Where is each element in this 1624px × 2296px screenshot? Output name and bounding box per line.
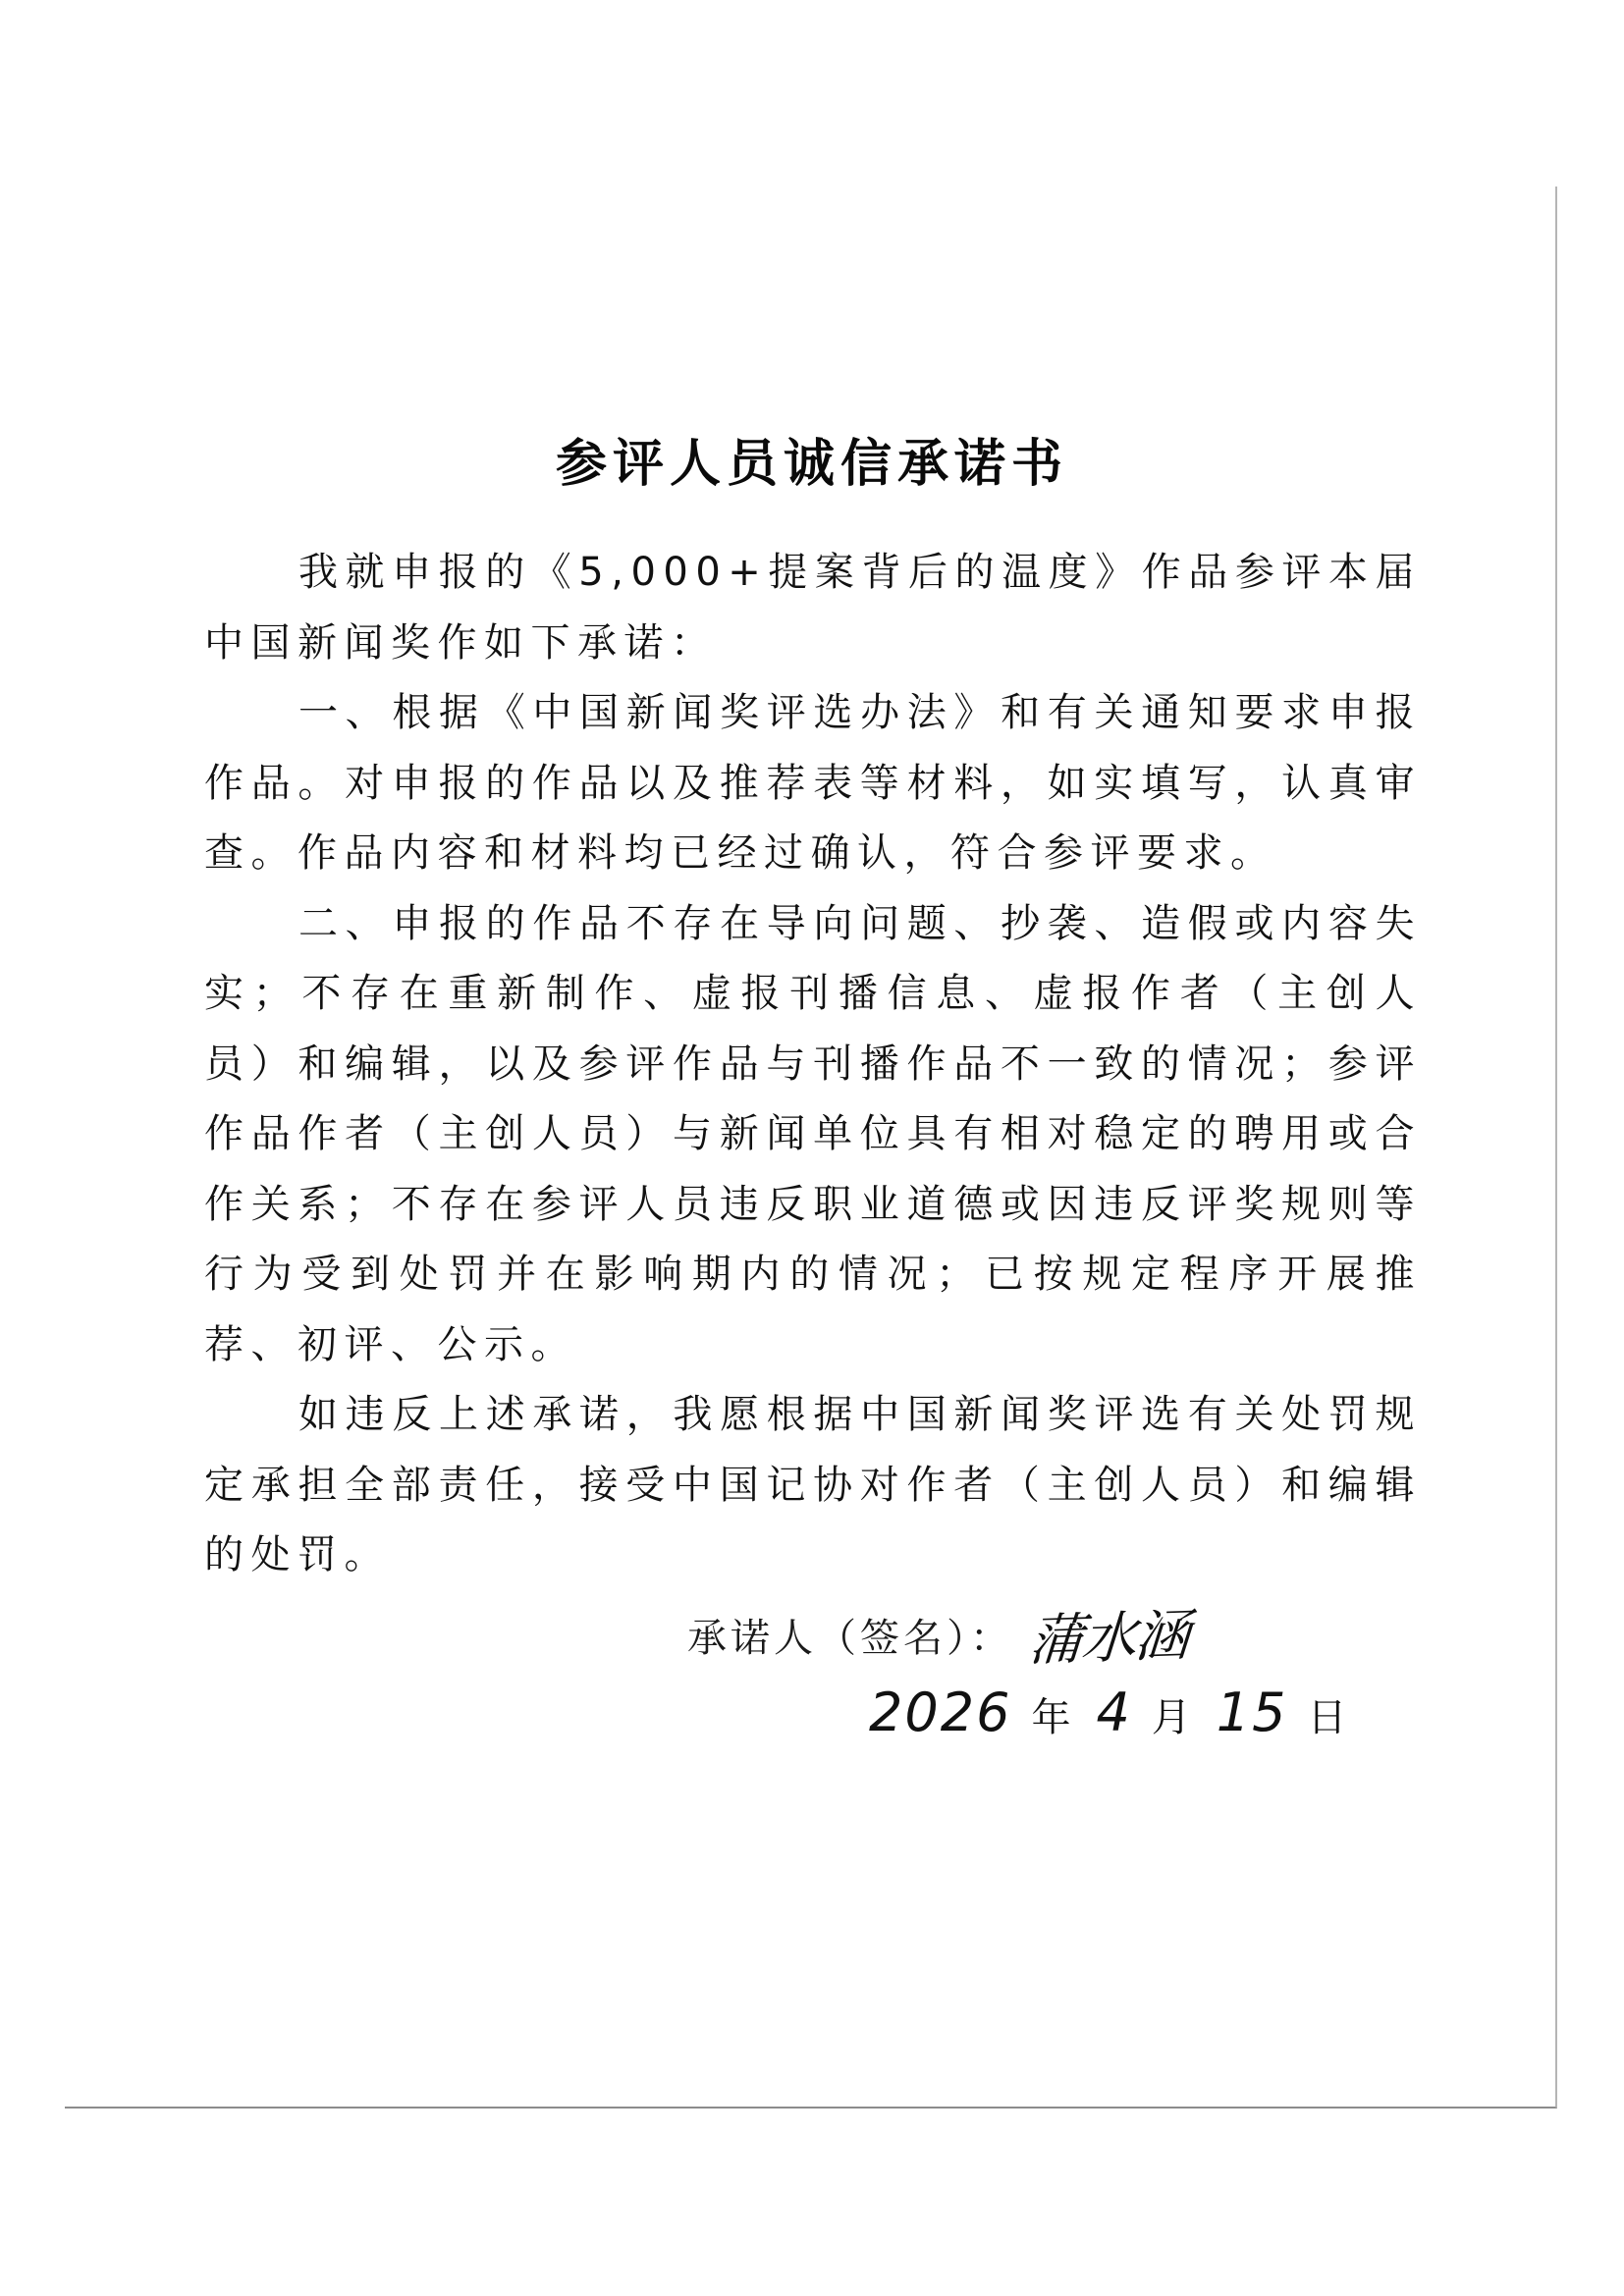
commitment-paragraph-1: 一、根据《中国新闻奖评选办法》和有关通知要求申报作品。对申报的作品以及推荐表等材料，如实填写，认真审查。作品内容和材料均已经过确认，符合参评要求。 bbox=[204, 690, 1422, 876]
signature-row bbox=[687, 1595, 1375, 1674]
document-title: 参评人员诚信承诺书 bbox=[555, 434, 1068, 494]
date-day-unit: 日 bbox=[1307, 1695, 1347, 1740]
date-month: 4 bbox=[1096, 1682, 1132, 1743]
date-year-unit: 年 bbox=[1031, 1695, 1071, 1740]
liability-paragraph: 如违反上述承诺，我愿根据中国新闻奖评选有关处罚规定承担全部责任，接受中国记协对作者（主创人员）和编辑的处罚。 bbox=[204, 1392, 1422, 1577]
date-day: 15 bbox=[1216, 1682, 1288, 1743]
signature-date bbox=[869, 1682, 1375, 1743]
signature-block bbox=[687, 1595, 1375, 1743]
commitment-paragraph-2: 二、申报的作品不存在导向问题、抄袭、造假或内容失实；不存在重新制作、虚报刊播信息、虚报作者（主创人员）和编辑，以及参评作品与刊播作品不一致的情况；参评作品作者（主创人员）与新闻单位具有相对稳定的聘用或合作关系；不存在参评人员违反职业道德或因违反评奖规则等行为受到处罚并在影响期内的情况；已按规定程序开展推荐、初评、公示。 bbox=[204, 900, 1422, 1367]
signature-label: 承诺人（签名）： bbox=[687, 1615, 1013, 1661]
document-body bbox=[204, 538, 1422, 1591]
intro-paragraph: 我就申报的《5,000+提案背后的温度》作品参评本届中国新闻奖作如下承诺： bbox=[204, 550, 1422, 666]
handwritten-signature: 蒲水涵 bbox=[1026, 1604, 1190, 1674]
date-year: 2026 bbox=[869, 1682, 1012, 1743]
date-month-unit: 月 bbox=[1151, 1695, 1191, 1740]
